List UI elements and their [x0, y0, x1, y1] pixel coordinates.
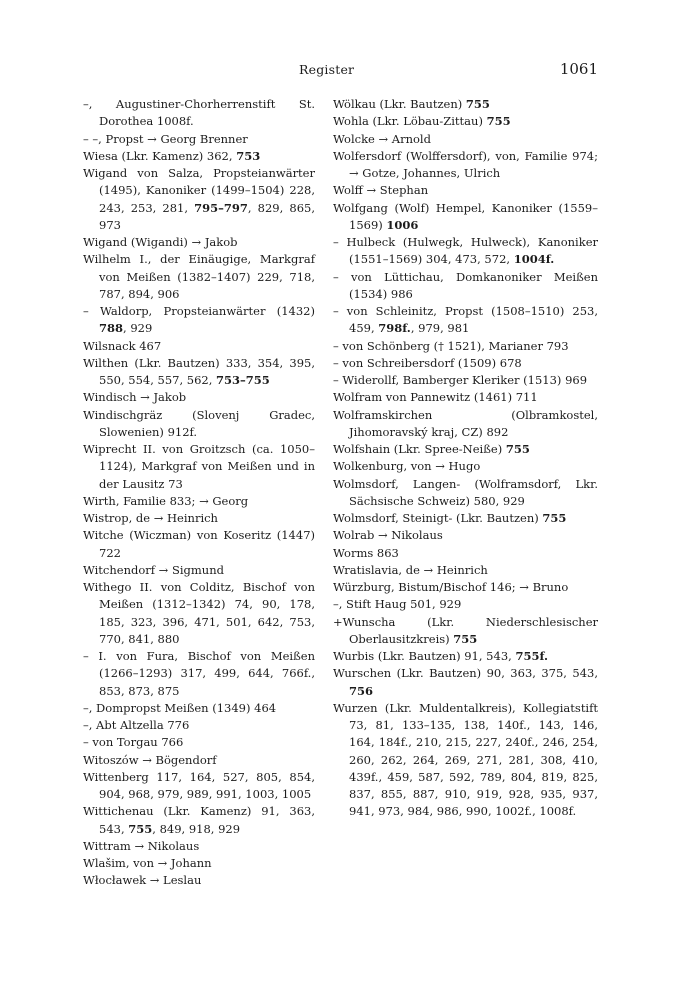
index-entry: Witchendorf → Sigmund — [83, 562, 224, 577]
index-entry: Wilthen (Lkr. Bautzen) 333, 354, 395, 550, 554, 557, 562, 753–755 — [83, 355, 315, 387]
index-entry: Wolkenburg, von → Hugo — [333, 459, 481, 474]
index-entry: Wilhelm I., der Einäugige, Markgraf von Meißen (1382–1407) 229, 718, 787, 894, 906 — [83, 252, 315, 301]
index-entry: Wurzen (Lkr. Muldentalkreis), Kollegiatstift 73, 81, 133–135, 138, 140f., 143, 146, 164, 184f., 210, 215, 227, 240f., 246, 254, 260, 262, 264, 269, 271, 281, 308, 410, 439f., 459, 587, 592, 789, 804, 819, 825, 837, 855, 887, 910, 919, 928, 935, 937, 941, 973, 984, 986, 990, 1002f., 1008f. — [333, 700, 598, 819]
index-entry: Wohla (Lkr. Löbau-Zittau) 755 — [333, 114, 511, 129]
index-entry: – I. von Fura, Bischof von Meißen (1266–1293) 317, 499, 644, 766f., 853, 873, 875 — [83, 649, 315, 698]
index-entry: – von Lüttichau, Domkanoniker Meißen (1534) 986 — [333, 269, 598, 301]
page-title: Register — [299, 62, 355, 77]
index-entry: Wolcke → Arnold — [333, 131, 431, 146]
index-entry: Wurbis (Lkr. Bautzen) 91, 543, 755f. — [333, 649, 548, 663]
index-entry: Wittenberg 117, 164, 527, 805, 854, 904, 968, 979, 989, 991, 1003, 1005 — [83, 769, 315, 801]
index-entry: Wlašim, von → Johann — [83, 856, 212, 870]
index-entry: – Hulbeck (Hulwegk, Hulweck), Kanoniker (1551–1569) 304, 473, 572, 1004f. — [333, 235, 598, 267]
index-entry: Wolframskirchen (Olbramkostel, Jihomoravský kraj, CZ) 892 — [333, 407, 598, 439]
index-entry: Wittram → Nikolaus — [83, 838, 200, 853]
index-entry: Wratislavia, de → Heinrich — [333, 562, 488, 577]
index-entry: Włocławek → Leslau — [83, 873, 202, 888]
index-entry: –, Augustiner-Chorherrenstift St. Dorothea 1008f. — [83, 97, 315, 129]
index-entry: – von Schönberg († 1521), Marianer 793 — [333, 338, 569, 353]
index-column-right — [333, 96, 598, 821]
index-entry: Wistrop, de → Heinrich — [83, 511, 218, 525]
index-entry: Wittichenau (Lkr. Kamenz) 91, 363, 543, 755, 849, 918, 929 — [83, 804, 315, 836]
index-entry: Witche (Wiczman) von Koseritz (1447) 722 — [83, 528, 315, 560]
index-entry: –, Dompropst Meißen (1349) 464 — [83, 700, 277, 715]
index-entry: Wolff → Stephan — [333, 183, 429, 198]
index-entry: Wilsnack 467 — [83, 338, 162, 353]
index-entry: Worms 863 — [333, 545, 399, 560]
index-entry: – Widerollf, Bamberger Kleriker (1513) 969 — [333, 373, 588, 387]
index-entry: Wolmsdorf, Langen- (Wolframsdorf, Lkr. Sächsische Schweiz) 580, 929 — [333, 476, 598, 508]
index-entry: –, Stift Haug 501, 929 — [333, 597, 462, 612]
index-entry: – von Torgau 766 — [83, 735, 184, 750]
index-entry: Withego II. von Colditz, Bischof von Meißen (1312–1342) 74, 90, 178, 185, 323, 396, 471, 501, 642, 753, 770, 841, 880 — [83, 580, 315, 646]
index-entry: Wiprecht II. von Groitzsch (ca. 1050–1124), Markgraf von Meißen und in der Lausitz 73 — [83, 442, 315, 491]
index-entry: Wölkau (Lkr. Bautzen) 755 — [333, 97, 490, 111]
index-entry: Wigand (Wigandi) → Jakob — [83, 235, 238, 249]
index-entry: Wolmsdorf, Steinigt- (Lkr. Bautzen) 755 — [333, 511, 567, 525]
index-entry: – von Schreibersdorf (1509) 678 — [333, 355, 522, 370]
index-entry: –, Abt Altzella 776 — [83, 718, 190, 732]
index-column-left — [83, 96, 315, 890]
index-entry: Wigand von Salza, Propsteianwärter (1495), Kanoniker (1499–1504) 228, 243, 253, 281, 795–797, 829, 865, 973 — [83, 166, 315, 232]
index-entry: Wolfshain (Lkr. Spree-Neiße) 755 — [333, 442, 530, 456]
index-entry: Wirth, Familie 833; → Georg — [83, 493, 249, 508]
index-entry: Windisch → Jakob — [83, 390, 187, 405]
index-entry: – –, Propst → Georg Brenner — [83, 131, 248, 146]
index-entry: +Wunscha (Lkr. Niederschlesischer Oberlausitzkreis) 755 — [333, 614, 598, 646]
index-entry: Wolrab → Nikolaus — [333, 528, 443, 543]
running-head — [0, 62, 700, 82]
page-number: 1061 — [559, 60, 598, 78]
index-entry: Wolfram von Pannewitz (1461) 711 — [333, 390, 538, 405]
index-entry: Wiesa (Lkr. Kamenz) 362, 753 — [83, 148, 261, 163]
index-entry: – Waldorp, Propsteianwärter (1432) 788, 929 — [83, 304, 315, 336]
index-entry: Wurschen (Lkr. Bautzen) 90, 363, 375, 543, 756 — [333, 666, 598, 698]
index-entry: Windischgräz (Slovenj Gradec, Slowenien) 912f. — [83, 407, 315, 439]
index-entry: Witoszów → Bögendorf — [83, 752, 217, 767]
index-entry: Wolfgang (Wolf) Hempel, Kanoniker (1559–1569) 1006 — [333, 200, 598, 232]
index-entry: Würzburg, Bistum/Bischof 146; → Bruno — [333, 580, 569, 594]
index-entry: – von Schleinitz, Propst (1508–1510) 253, 459, 798f., 979, 981 — [333, 304, 598, 336]
index-entry: Wolfersdorf (Wolffersdorf), von, Familie 974; → Gotze, Johannes, Ulrich — [333, 148, 598, 180]
